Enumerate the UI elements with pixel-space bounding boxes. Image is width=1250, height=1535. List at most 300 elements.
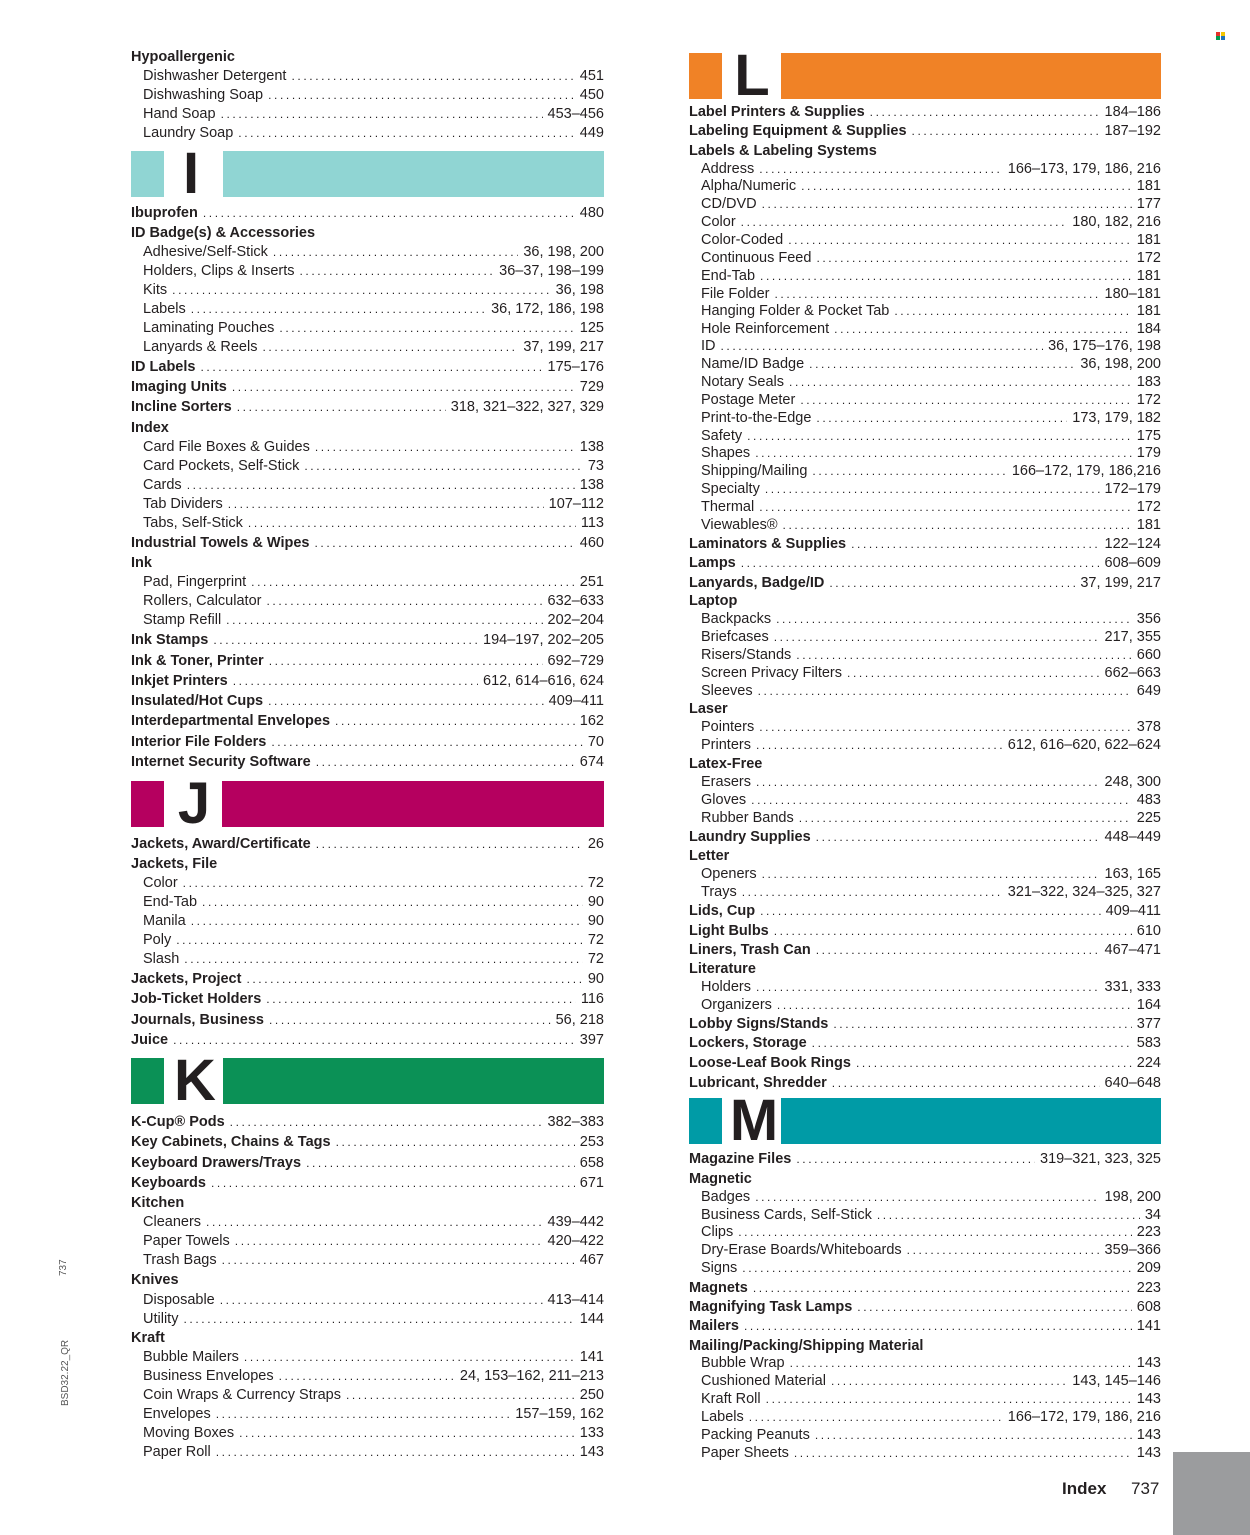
dot-leader [191,911,583,931]
index-entry-ink [131,553,604,573]
entry-page-reference: 36, 198 [555,282,604,298]
letter-color-bar [223,151,604,197]
index-subentry-gloves [689,790,1161,810]
index-subentry-rubber-bands [689,808,1161,828]
entry-term: Slash [143,951,180,967]
index-subentry-specialty [689,479,1161,499]
entry-term: Tabs, Self-Stick [143,515,243,531]
entry-term: Dry-Erase Boards/Whiteboards [701,1242,902,1258]
letter-section-header [131,771,604,836]
dot-leader [262,337,518,357]
index-subentry-pointers [689,717,1161,737]
entry-term: Disposable [143,1292,215,1308]
entry-term: Laptop [689,593,738,609]
dot-leader [912,121,1100,141]
index-entry-lockers-storage [689,1033,1161,1053]
index-entry-index [131,418,604,438]
dot-leader [268,85,575,105]
dot-leader [762,864,1100,884]
entry-term: Knives [131,1272,179,1288]
entry-page-reference: 163, 165 [1104,866,1161,882]
entry-page-reference: 179 [1136,445,1161,461]
dot-leader [226,610,542,630]
entry-page-reference: 397 [579,1032,604,1048]
entry-page-reference: 660 [1136,647,1161,663]
entry-page-reference: 162 [579,713,604,729]
dot-leader [833,1014,1131,1034]
entry-term: Laser [689,701,728,717]
dot-leader [801,176,1132,196]
index-subentry-postage-meter [689,390,1161,410]
dot-leader [809,354,1075,374]
index-entry-ibuprofen [131,203,604,223]
entry-term: End-Tab [143,894,198,910]
dot-leader [346,1385,575,1405]
entry-term: Lockers, Storage [689,1035,807,1051]
dot-leader [762,194,1132,214]
entry-page-reference: 420–422 [547,1233,604,1249]
entry-term: Jackets, Award/Certificate [131,836,311,852]
index-subentry-end-tab [131,892,604,912]
dot-leader [741,212,1068,232]
entry-page-reference: 409–411 [1105,903,1161,919]
entry-term: Holders [701,979,751,995]
dot-leader [816,408,1067,428]
index-entry-jackets-project [131,969,604,989]
entry-page-reference: 56, 218 [555,1012,604,1028]
entry-term: Color-Coded [701,232,784,248]
letter-color-block [131,151,164,197]
entry-page-reference: 184 [1136,321,1161,337]
index-subentry-viewables [689,515,1161,535]
entry-page-reference: 377 [1136,1016,1161,1032]
entry-term: Business Cards, Self-Stick [701,1207,872,1223]
entry-page-reference: 209 [1136,1260,1161,1276]
entry-term: Magnifying Task Lamps [689,1299,853,1315]
entry-term: Incline Sorters [131,399,232,415]
entry-term: Cushioned Material [701,1373,826,1389]
entry-term: Printers [701,737,751,753]
entry-term: Laminating Pouches [143,320,275,336]
dot-leader [336,1132,575,1152]
dot-leader [279,1366,455,1386]
entry-page-reference: 180–181 [1104,286,1161,302]
entry-term: Manila [143,913,186,929]
index-subentry-manila [131,911,604,931]
index-subentry-business-envelopes [131,1366,604,1386]
index-entry-keyboards [131,1173,604,1193]
index-subentry-shipping-mailing [689,461,1161,481]
entry-term: Coin Wraps & Currency Straps [143,1387,341,1403]
entry-term: Hole Reinforcement [701,321,830,337]
entry-page-reference: 359–366 [1104,1242,1161,1258]
entry-term: Screen Privacy Filters [701,665,843,681]
index-entry-lamps [689,553,1161,573]
index-subentry-color-coded [689,230,1161,250]
entry-page-reference: 608–609 [1104,555,1161,571]
entry-page-reference: 37, 199, 217 [1080,575,1161,591]
dot-leader [316,752,575,772]
entry-term: Badges [701,1189,751,1205]
dot-leader [774,921,1132,941]
letter-section-header [131,141,604,206]
entry-term: Kraft Roll [701,1391,761,1407]
index-subentry-tabs-self-stick [131,513,604,533]
entry-term: Organizers [701,997,772,1013]
entry-page-reference: 72 [587,875,604,891]
entry-page-reference: 253 [579,1134,604,1150]
entry-term: Liners, Trash Can [689,942,811,958]
dot-leader [187,475,575,495]
index-subentry-erasers [689,772,1161,792]
dot-leader [221,104,543,124]
dot-leader [203,203,575,223]
entry-term: Alpha/Numeric [701,178,797,194]
index-subentry-continuous-feed [689,248,1161,268]
entry-page-reference: 107–112 [548,496,604,512]
index-subentry-bubble-wrap [689,1353,1161,1373]
entry-page-reference: 141 [1136,1318,1161,1334]
dot-leader [279,318,574,338]
index-entry-jackets-file [131,854,604,874]
index-entry-letter [689,846,1161,866]
index-subentry-lanyards-reels [131,337,604,357]
entry-term: Hypoallergenic [131,49,235,65]
entry-page-reference: 166–172, 179, 186,216 [1011,463,1161,479]
entry-term: Ink & Toner, Printer [131,653,264,669]
dot-leader [816,248,1131,268]
entry-term: ID Labels [131,359,196,375]
dot-leader [216,1404,511,1424]
entry-page-reference: 177 [1136,196,1161,212]
index-entry-industrial-towels-wipes [131,533,604,553]
entry-page-reference: 72 [587,932,604,948]
entry-term: Trash Bags [143,1252,217,1268]
letter-color-block [131,781,164,827]
index-subentry-hand-soap [131,104,604,124]
index-entry-keyboard-drawers-trays [131,1153,604,1173]
entry-term: Latex-Free [689,756,763,772]
side-page-number: 737 [58,1259,69,1276]
entry-term: Gloves [701,792,747,808]
entry-term: Name/ID Badge [701,356,805,372]
index-entry-id-badge-s-accessories [131,223,604,243]
entry-term: Laundry Supplies [689,829,811,845]
section-letter: M [729,1088,779,1153]
entry-term: Rubber Bands [701,810,794,826]
index-entry-label-printers-supplies [689,102,1161,122]
dot-leader [789,372,1132,392]
entry-page-reference: 143 [1136,1391,1161,1407]
dot-leader [783,515,1132,535]
entry-page-reference: 181 [1136,268,1161,284]
entry-term: Openers [701,866,757,882]
dot-leader [316,834,583,854]
index-subentry-card-file-boxes-guides [131,437,604,457]
index-entry-interdepartmental-envelopes [131,711,604,731]
entry-term: Postage Meter [701,392,796,408]
footer-page-number: 737 [1131,1479,1160,1498]
entry-term: Magazine Files [689,1151,792,1167]
entry-term: Keyboard Drawers/Trays [131,1155,302,1171]
entry-term: Loose-Leaf Book Rings [689,1055,851,1071]
index-subentry-labels [689,1407,1161,1427]
dot-leader [220,1290,543,1310]
entry-term: Safety [701,428,743,444]
entry-page-reference: 223 [1136,1280,1161,1296]
dot-leader [831,1371,1067,1391]
dot-leader [306,1153,575,1173]
entry-term: Kraft [131,1330,165,1346]
entry-term: ID Badge(s) & Accessories [131,225,316,241]
index-entry-literature [689,959,1161,979]
entry-term: Magnetic [689,1171,752,1187]
entry-page-reference: 480 [579,205,604,221]
entry-term: Label Printers & Supplies [689,104,865,120]
index-subentry-card-pockets-self-stick [131,456,604,476]
index-subentry-badges [689,1187,1161,1207]
entry-term: Labels & Labeling Systems [689,143,877,159]
index-subentry-dry-erase-boards-whiteboards [689,1240,1161,1260]
index-subentry-shapes [689,443,1161,463]
entry-term: Labels [701,1409,744,1425]
entry-page-reference: 143, 145–146 [1072,1373,1161,1389]
entry-term: Labeling Equipment & Supplies [689,123,907,139]
entry-term: Trays [701,884,737,900]
index-entry-light-bulbs [689,921,1161,941]
entry-term: Jackets, File [131,856,218,872]
dot-leader [796,645,1132,665]
dot-leader [907,1240,1100,1260]
entry-term: Utility [143,1311,179,1327]
index-entry-ink-toner-printer [131,651,604,671]
entry-page-reference: 157–159, 162 [515,1406,604,1422]
letter-color-block [131,1058,164,1104]
entry-term: Address [701,161,755,177]
index-entry-incline-sorters [131,397,604,417]
entry-page-reference: 172 [1136,250,1161,266]
dot-leader [202,892,583,912]
entry-page-reference: 612, 616–620, 622–624 [1007,737,1161,753]
index-subentry-end-tab [689,266,1161,286]
dot-leader [751,790,1132,810]
section-letter: L [734,43,770,108]
entry-term: Thermal [701,499,755,515]
index-subentry-openers [689,864,1161,884]
index-subentry-briefcases [689,627,1161,647]
dot-leader [172,280,550,300]
index-entry-jackets-award-certificate [131,834,604,854]
entry-term: Lubricant, Shredder [689,1075,827,1091]
index-entry-laminators-supplies [689,534,1161,554]
index-entry-labeling-equipment-supplies [689,121,1161,141]
entry-term: Letter [689,848,730,864]
entry-term: Kits [143,282,168,298]
index-subentry-holders-clips-inserts [131,261,604,281]
letter-color-block [689,53,722,99]
dot-leader [741,553,1100,573]
entry-term: Notary Seals [701,374,785,390]
entry-term: Card File Boxes & Guides [143,439,310,455]
index-subentry-slash [131,949,604,969]
dot-leader [796,1149,1035,1169]
index-subentry-rollers-calculator [131,591,604,611]
entry-term: Lanyards, Badge/ID [689,575,825,591]
index-subentry-color [689,212,1161,232]
dot-leader [233,671,478,691]
dot-leader [206,1212,543,1232]
dot-leader [816,940,1100,960]
index-subentry-notary-seals [689,372,1161,392]
dot-leader [800,390,1131,410]
entry-page-reference: 37, 199, 217 [523,339,604,355]
index-entry-magnets [689,1278,1161,1298]
dot-leader [184,949,583,969]
entry-page-reference: 248, 300 [1104,774,1161,790]
entry-term: Internet Security Software [131,754,311,770]
index-entry-hypoallergenic [131,47,604,67]
dot-leader [856,1053,1132,1073]
entry-term: Ink Stamps [131,632,209,648]
entry-term: Dishwashing Soap [143,87,264,103]
index-subentry-moving-boxes [131,1423,604,1443]
entry-page-reference: 175 [1136,428,1161,444]
entry-page-reference: 180, 182, 216 [1072,214,1161,230]
entry-term: End-Tab [701,268,756,284]
entry-page-reference: 483 [1136,792,1161,808]
entry-page-reference: 36–37, 198–199 [499,263,604,279]
entry-term: Paper Roll [143,1444,211,1460]
color-registration-mark [1216,32,1225,40]
index-subentry-thermal [689,497,1161,517]
entry-term: Labels [143,301,186,317]
dot-leader [335,711,575,731]
entry-term: Jackets, Project [131,971,242,987]
dot-leader [765,479,1100,499]
index-subentry-screen-privacy-filters [689,663,1161,683]
dot-leader [200,357,542,377]
index-subentry-id [689,336,1161,356]
entry-term: Mailers [689,1318,739,1334]
entry-page-reference: 467–471 [1104,942,1161,958]
dot-leader [268,691,544,711]
entry-page-reference: 72 [587,951,604,967]
entry-page-reference: 181 [1136,232,1161,248]
footer-section-label: Index [1062,1479,1107,1498]
index-entry-interior-file-folders [131,732,604,752]
index-subentry-backpacks [689,609,1161,629]
index-entry-loose-leaf-book-rings [689,1053,1161,1073]
dot-leader [755,443,1132,463]
dot-leader [756,772,1100,792]
entry-page-reference: 224 [1136,1055,1161,1071]
entry-page-reference: 674 [579,754,604,770]
dot-leader [774,627,1100,647]
index-entry-mailers [689,1316,1161,1336]
entry-page-reference: 143 [1136,1445,1161,1461]
entry-term: K-Cup® Pods [131,1114,225,1130]
letter-color-bar [223,1058,604,1104]
entry-term: Ink [131,555,152,571]
index-subentry-sleeves [689,681,1161,701]
entry-term: Insulated/Hot Cups [131,693,264,709]
entry-page-reference: 223 [1136,1224,1161,1240]
dot-leader [239,1423,575,1443]
dot-leader [790,1353,1132,1373]
entry-page-reference: 181 [1136,303,1161,319]
index-entry-juice [131,1030,604,1050]
entry-page-reference: 612, 614–616, 624 [483,673,604,689]
index-subentry-paper-sheets [689,1443,1161,1463]
entry-page-reference: 202–204 [547,612,604,628]
dot-leader [816,827,1100,847]
entry-page-reference: 187–192 [1104,123,1161,139]
entry-page-reference: 173, 179, 182 [1072,410,1161,426]
entry-term: File Folder [701,286,770,302]
dot-leader [738,1222,1132,1242]
entry-page-reference: 321–322, 324–325, 327 [1007,884,1161,900]
index-entry-id-labels [131,357,604,377]
entry-page-reference: 649 [1136,683,1161,699]
entry-page-reference: 331, 333 [1104,979,1161,995]
dot-leader [742,1258,1132,1278]
index-subentry-paper-roll [131,1442,604,1462]
index-entry-laptop [689,591,1161,611]
entry-page-reference: 194–197, 202–205 [483,632,604,648]
entry-page-reference: 36, 198, 200 [1080,356,1161,372]
entry-page-reference: 172–179 [1104,481,1161,497]
entry-page-reference: 181 [1136,178,1161,194]
dot-leader [758,681,1132,701]
entry-term: Index [131,420,169,436]
entry-page-reference: 90 [587,971,604,987]
entry-page-reference: 175–176 [547,359,604,375]
dot-leader [237,397,446,417]
entry-term: CD/DVD [701,196,757,212]
entry-term: Poly [143,932,172,948]
entry-term: Cards [143,477,182,493]
index-subentry-name-id-badge [689,354,1161,374]
entry-page-reference: 318, 321–322, 327, 329 [450,399,604,415]
dot-leader [756,735,1003,755]
dot-leader [228,494,544,514]
entry-term: Continuous Feed [701,250,812,266]
index-entry-ink-stamps [131,630,604,650]
dot-leader [183,1309,574,1329]
entry-term: Keyboards [131,1175,206,1191]
entry-page-reference: 172 [1136,392,1161,408]
dot-leader [759,497,1132,517]
index-subentry-labels [131,299,604,319]
dot-leader [238,123,575,143]
entry-term: Bubble Wrap [701,1355,785,1371]
dot-leader [788,230,1132,250]
entry-page-reference: 143 [579,1444,604,1460]
index-subentry-organizers [689,995,1161,1015]
entry-page-reference: 729 [579,379,604,395]
entry-page-reference: 143 [1136,1427,1161,1443]
entry-term: Literature [689,961,756,977]
entry-term: Ibuprofen [131,205,198,221]
dot-leader [300,261,495,281]
entry-term: Journals, Business [131,1012,264,1028]
entry-term: Cleaners [143,1214,202,1230]
letter-color-bar [781,1098,1161,1144]
index-entry-labels-labeling-systems [689,141,1161,161]
entry-term: Viewables® [701,517,778,533]
dot-leader [235,1231,543,1251]
dot-leader [213,630,478,650]
